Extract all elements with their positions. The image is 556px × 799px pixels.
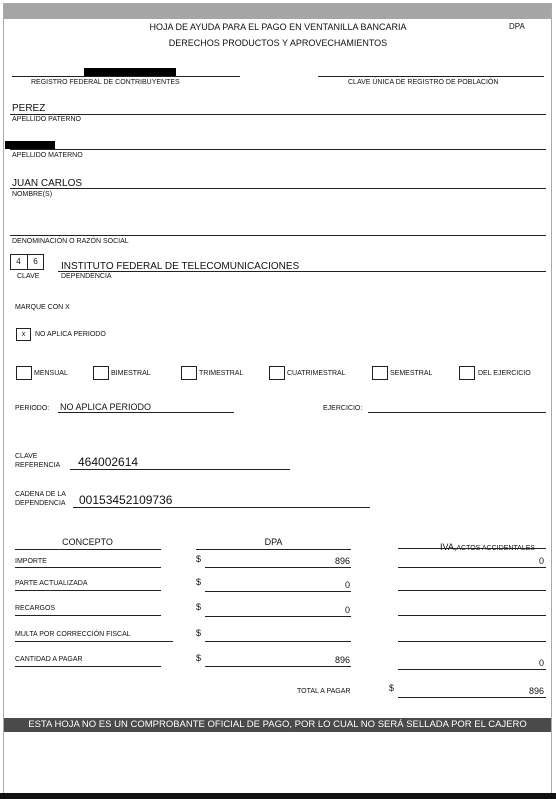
clave-label: CLAVE: [17, 273, 40, 280]
periodo-value: NO APLICA PERIODO: [60, 402, 152, 412]
col-iva-label: IVA,: [440, 542, 457, 552]
row-importe-iva: 0: [538, 556, 544, 566]
no-aplica-mark: x: [21, 331, 26, 338]
cadena-value: 00153452109736: [79, 493, 173, 507]
row-importe-label: IMPORTE: [15, 558, 47, 565]
checkbox-semestral[interactable]: [372, 366, 388, 380]
concepto-header-line: [15, 549, 161, 550]
row-cantidad-dpa: 896: [334, 655, 350, 665]
clave-ref-label-2: REFERENCIA: [15, 462, 61, 469]
row-line: [15, 615, 161, 616]
row-parte-label: PARTE ACTUALIZADA: [15, 580, 88, 587]
total-line: [398, 697, 546, 698]
dependencia-line: [58, 271, 546, 272]
row-line: [398, 669, 546, 670]
redaction-materno: [5, 141, 55, 149]
dependencia-label: DEPENDENCIA: [61, 273, 112, 280]
option-trimestral-label: TRIMESTRAL: [199, 370, 244, 377]
form-code: DPA: [509, 22, 525, 31]
ejercicio-label: EJERCICIO:: [323, 405, 363, 412]
row-line: [15, 666, 161, 667]
razon-social-label: DENOMINACIÓN O RAZÓN SOCIAL: [12, 238, 129, 245]
row-line: [205, 666, 351, 667]
total-currency-sign: $: [389, 683, 395, 693]
footer-notice: ESTA HOJA NO ES UN COMPROBANTE OFICIAL DE PAGO, POR LO CUAL NO SERÁ SELLADA POR EL CAJERO: [4, 718, 551, 732]
currency-sign: $: [196, 628, 202, 638]
row-cantidad-iva: 0: [538, 658, 544, 668]
nombre-line: [10, 188, 546, 189]
total-label: TOTAL A PAGAR: [297, 688, 351, 695]
row-line: [205, 641, 351, 642]
checkbox-del-ejercicio[interactable]: [459, 366, 475, 380]
nombre-label: NOMBRE(S): [12, 191, 53, 198]
cadena-label-2: DEPENDENCIA: [15, 500, 66, 507]
clave-ref-value: 464002614: [78, 455, 139, 469]
row-importe-dpa: 896: [334, 556, 350, 566]
row-line: [205, 616, 351, 617]
clave-ref-label-1: CLAVE: [15, 453, 38, 460]
col-iva: [440, 537, 535, 555]
iva-header-line: [398, 548, 546, 549]
row-cantidad-label: CANTIDAD A PAGAR: [15, 656, 83, 663]
periodo-line: [58, 412, 234, 413]
col-dpa: DPA: [264, 537, 283, 547]
apellido-materno-label: APELLIDO MATERNO: [12, 152, 83, 159]
razon-line: [10, 235, 546, 236]
nombre-value: JUAN CARLOS: [12, 178, 83, 189]
option-cuatrimestral-label: CUATRIMESTRAL: [287, 370, 346, 377]
row-line: [398, 641, 546, 642]
currency-sign: $: [196, 602, 202, 612]
row-multa-label: MULTA POR CORRECCIÓN FISCAL: [15, 631, 131, 638]
form-title: HOJA DE AYUDA PARA EL PAGO EN VENTANILLA BANCARIA: [149, 22, 407, 32]
row-recargos-dpa: 0: [344, 605, 350, 615]
clave-digit-2: 6: [33, 257, 38, 266]
top-bar: [4, 4, 551, 19]
row-parte-dpa: 0: [344, 580, 350, 590]
apellido-paterno-label: APELLIDO PATERNO: [12, 116, 81, 123]
form-subtitle: DERECHOS PRODUCTOS Y APROVECHAMIENTOS: [168, 38, 388, 48]
curp-line: [318, 76, 544, 77]
row-line: [15, 641, 173, 642]
option-bimestral-label: BIMESTRAL: [111, 370, 151, 377]
no-aplica-label: NO APLICA PERIODO: [35, 331, 106, 338]
cadena-line: [73, 507, 370, 508]
ejercicio-line: [368, 412, 546, 413]
checkbox-trimestral[interactable]: [181, 366, 197, 380]
clave-digit-1: 4: [16, 257, 21, 266]
currency-sign: $: [196, 653, 202, 663]
row-line: [15, 590, 161, 591]
total-value: 896: [528, 686, 544, 696]
row-recargos-label: RECARGOS: [15, 605, 56, 612]
curp-label: CLAVE ÚNICA DE REGISTRO DE POBLACIÓN: [348, 79, 499, 86]
checkbox-cuatrimestral[interactable]: [269, 366, 285, 380]
checkbox-mensual[interactable]: [16, 366, 32, 380]
marque-label: MARQUE CON X: [15, 304, 70, 311]
option-del-ejercicio-label: DEL EJERCICIO: [478, 370, 531, 377]
row-line: [205, 567, 351, 568]
form-frame: [3, 3, 552, 796]
checkbox-bimestral[interactable]: [93, 366, 109, 380]
row-line: [398, 567, 546, 568]
dependencia-name: INSTITUTO FEDERAL DE TELECOMUNICACIONES: [61, 261, 300, 272]
materno-line: [10, 149, 546, 150]
cadena-label-1: CADENA DE LA: [15, 491, 66, 498]
currency-sign: $: [196, 577, 202, 587]
col-concepto: CONCEPTO: [62, 537, 113, 547]
periodo-label: PERIODO:: [15, 405, 50, 412]
bottom-edge: [0, 793, 556, 799]
clave-ref-line: [70, 469, 290, 470]
row-line: [15, 567, 161, 568]
option-semestral-label: SEMESTRAL: [390, 370, 433, 377]
no-aplica-checkbox[interactable]: [16, 328, 31, 341]
option-mensual-label: MENSUAL: [34, 370, 68, 377]
currency-sign: $: [196, 554, 202, 564]
row-line: [398, 615, 546, 616]
col-iva-suffix: ACTOS ACCIDENTALES: [456, 545, 536, 552]
row-line: [205, 591, 351, 592]
paterno-line: [10, 114, 546, 115]
rfc-label: REGISTRO FEDERAL DE CONTRIBUYENTES: [31, 79, 180, 86]
apellido-paterno-value: PEREZ: [12, 103, 46, 114]
rfc-line: [12, 76, 240, 77]
row-line: [398, 590, 546, 591]
dpa-header-line: [196, 549, 351, 550]
